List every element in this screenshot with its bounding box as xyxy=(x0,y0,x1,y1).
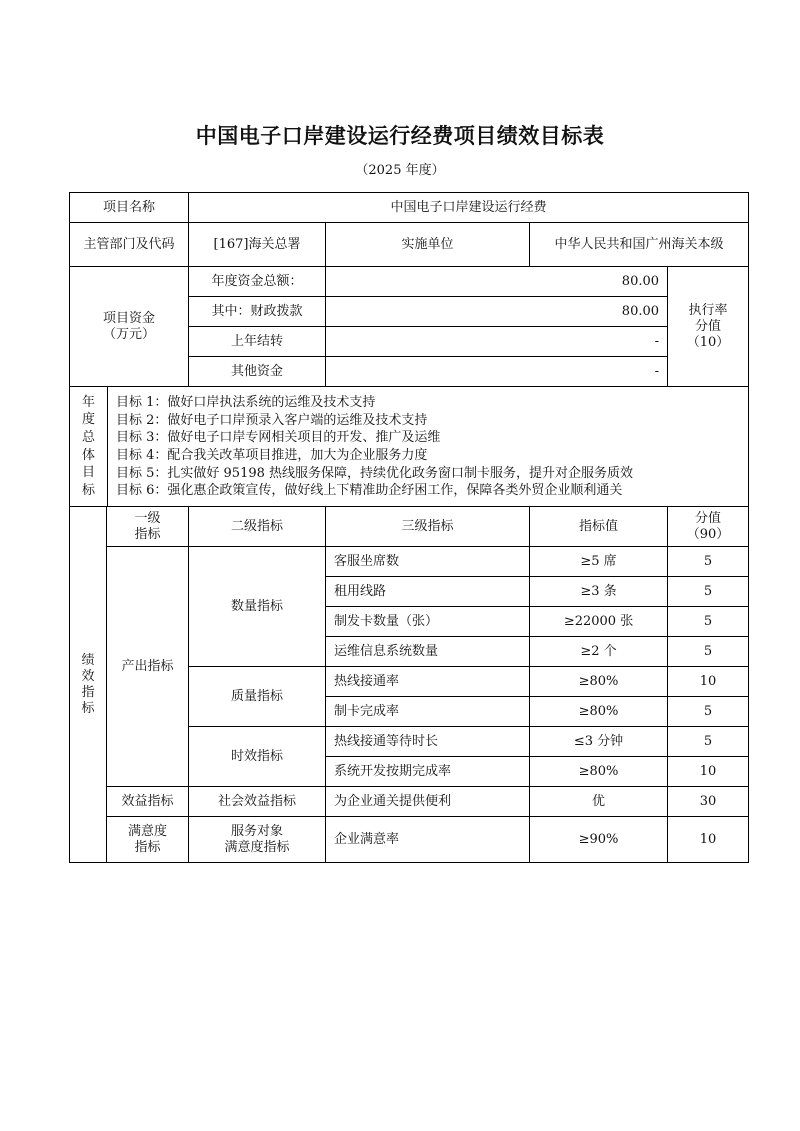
benefit-row xyxy=(70,787,749,817)
indicator-score: 5 xyxy=(668,697,749,727)
indicator-value: ≥80% xyxy=(530,667,668,697)
goal-item: 目标 6：强化惠企政策宣传，做好线上下精准助企纾困工作，保障各类外贸企业顺利通关 xyxy=(116,483,623,499)
satisfaction-level1-line2: 指标 xyxy=(134,839,161,855)
indicator-value: ≥22000 张 xyxy=(530,607,668,637)
implementing-unit-label: 实施单位 xyxy=(326,223,530,267)
funds-label xyxy=(70,267,189,387)
indicator-score: 10 xyxy=(668,667,749,697)
goal-item: 目标 2：做好电子口岸预录入客户端的运维及技术支持 xyxy=(116,412,428,428)
performance-target-table xyxy=(69,192,749,863)
exec-line2: 分值 xyxy=(695,318,722,334)
benefit-level2: 社会效益指标 xyxy=(189,787,326,817)
project-name-row xyxy=(70,193,749,223)
page-subtitle: （2025 年度） xyxy=(355,163,445,178)
satisfaction-level2-line1: 服务对象 xyxy=(231,823,284,839)
timeliness-indicator-label: 时效指标 xyxy=(189,727,326,787)
indicator-score: 5 xyxy=(668,727,749,757)
performance-indicator-label xyxy=(70,507,107,863)
funds-label-line2: （万元） xyxy=(103,326,156,342)
indicator-value: ≥80% xyxy=(530,697,668,727)
level3-header: 三级指标 xyxy=(326,507,530,547)
indicator-score: 10 xyxy=(668,817,749,863)
funds-row-label: 年度资金总额： xyxy=(189,267,326,297)
level1-header xyxy=(107,507,189,547)
annual-goals-label xyxy=(70,387,108,506)
department-label: 主管部门及代码 xyxy=(70,223,189,267)
quality-indicator-label: 质量指标 xyxy=(189,667,326,727)
quantity-indicator-label: 数量指标 xyxy=(189,547,326,667)
project-name-label: 项目名称 xyxy=(70,193,189,223)
indicator-name: 客服坐席数 xyxy=(326,547,530,577)
indicator-value: ≥3 条 xyxy=(530,577,668,607)
satisfaction-level1-line1: 满意度 xyxy=(128,823,168,839)
goal-item: 目标 4：配合我关改革项目推进，加大为企业服务力度 xyxy=(116,448,428,463)
department-row xyxy=(70,223,749,267)
satisfaction-level2 xyxy=(189,817,326,863)
side-char: 标 xyxy=(81,700,95,716)
goal-item: 目标 1：做好口岸执法系统的运维及技术支持 xyxy=(116,395,376,411)
goal-item: 目标 3：做好电子口岸专网相关项目的开发、推广及运维 xyxy=(116,430,441,446)
funds-row-value: - xyxy=(326,357,668,387)
goals-label-char: 标 xyxy=(81,482,95,498)
score-header-line2: （90） xyxy=(686,526,730,542)
indicator-score: 30 xyxy=(668,787,749,817)
indicator-value: ≥5 席 xyxy=(530,547,668,577)
indicator-name: 企业满意率 xyxy=(326,817,530,863)
execution-rate-score xyxy=(668,267,749,387)
indicator-score: 5 xyxy=(668,547,749,577)
target-value-header: 指标值 xyxy=(530,507,668,547)
funds-row xyxy=(70,267,749,297)
indicator-value: 优 xyxy=(530,787,668,817)
annual-goals-row xyxy=(70,387,749,507)
indicator-value: ≤3 分钟 xyxy=(530,727,668,757)
side-char: 效 xyxy=(81,668,95,684)
benefit-level1: 效益指标 xyxy=(107,787,189,817)
funds-row-value: 80.00 xyxy=(326,297,668,327)
page-title: 中国电子口岸建设运行经费项目绩效目标表 xyxy=(195,124,605,148)
goals-label-char: 体 xyxy=(81,447,95,463)
indicator-value: ≥2 个 xyxy=(530,637,668,667)
project-name-value: 中国电子口岸建设运行经费 xyxy=(189,193,749,223)
exec-line3: （10） xyxy=(686,334,730,350)
output-indicator-label: 产出指标 xyxy=(107,547,189,787)
score-header-line1: 分值 xyxy=(695,510,722,526)
exec-line1: 执行率 xyxy=(688,302,728,318)
annual-goals-cell xyxy=(70,387,749,507)
goals-label-char: 总 xyxy=(81,429,95,445)
goals-label-char: 目 xyxy=(81,465,95,481)
indicator-name: 制发卡数量（张） xyxy=(326,607,530,637)
goals-label-char: 年 xyxy=(81,394,95,410)
indicator-header-row xyxy=(70,507,749,547)
indicator-name: 制卡完成率 xyxy=(326,697,530,727)
implementing-unit-value: 中华人民共和国广州海关本级 xyxy=(530,223,749,267)
satisfaction-row xyxy=(70,817,749,863)
indicator-name: 为企业通关提供便利 xyxy=(326,787,530,817)
funds-row-value: - xyxy=(326,327,668,357)
department-value: [167]海关总署 xyxy=(189,223,326,267)
satisfaction-level1 xyxy=(107,817,189,863)
score-header xyxy=(668,507,749,547)
level2-header: 二级指标 xyxy=(189,507,326,547)
funds-label-line1: 项目资金 xyxy=(103,310,156,326)
level1-header-line2: 指标 xyxy=(134,526,161,542)
indicator-name: 系统开发按期完成率 xyxy=(326,757,530,787)
indicator-name: 租用线路 xyxy=(326,577,530,607)
funds-row-label: 上年结转 xyxy=(189,327,326,357)
funds-row-label: 其他资金 xyxy=(189,357,326,387)
level1-header-line1: 一级 xyxy=(134,510,161,526)
satisfaction-level2-line2: 满意度指标 xyxy=(224,839,290,855)
indicator-name: 运维信息系统数量 xyxy=(326,637,530,667)
indicator-score: 5 xyxy=(668,577,749,607)
table-row xyxy=(70,547,749,577)
indicator-value: ≥90% xyxy=(530,817,668,863)
indicator-name: 热线接通等待时长 xyxy=(326,727,530,757)
indicator-name: 热线接通率 xyxy=(326,667,530,697)
goal-item: 目标 5：扎实做好 95198 热线服务保障，持续优化政务窗口制卡服务，提升对企服务质效 xyxy=(116,465,634,481)
side-char: 绩 xyxy=(81,652,95,668)
funds-row-value: 80.00 xyxy=(326,267,668,297)
goals-label-char: 度 xyxy=(81,412,95,428)
side-char: 指 xyxy=(81,684,95,700)
indicator-score: 5 xyxy=(668,607,749,637)
indicator-score: 5 xyxy=(668,637,749,667)
indicator-score: 10 xyxy=(668,757,749,787)
funds-row-label: 其中：财政拨款 xyxy=(189,297,326,327)
indicator-value: ≥80% xyxy=(530,757,668,787)
